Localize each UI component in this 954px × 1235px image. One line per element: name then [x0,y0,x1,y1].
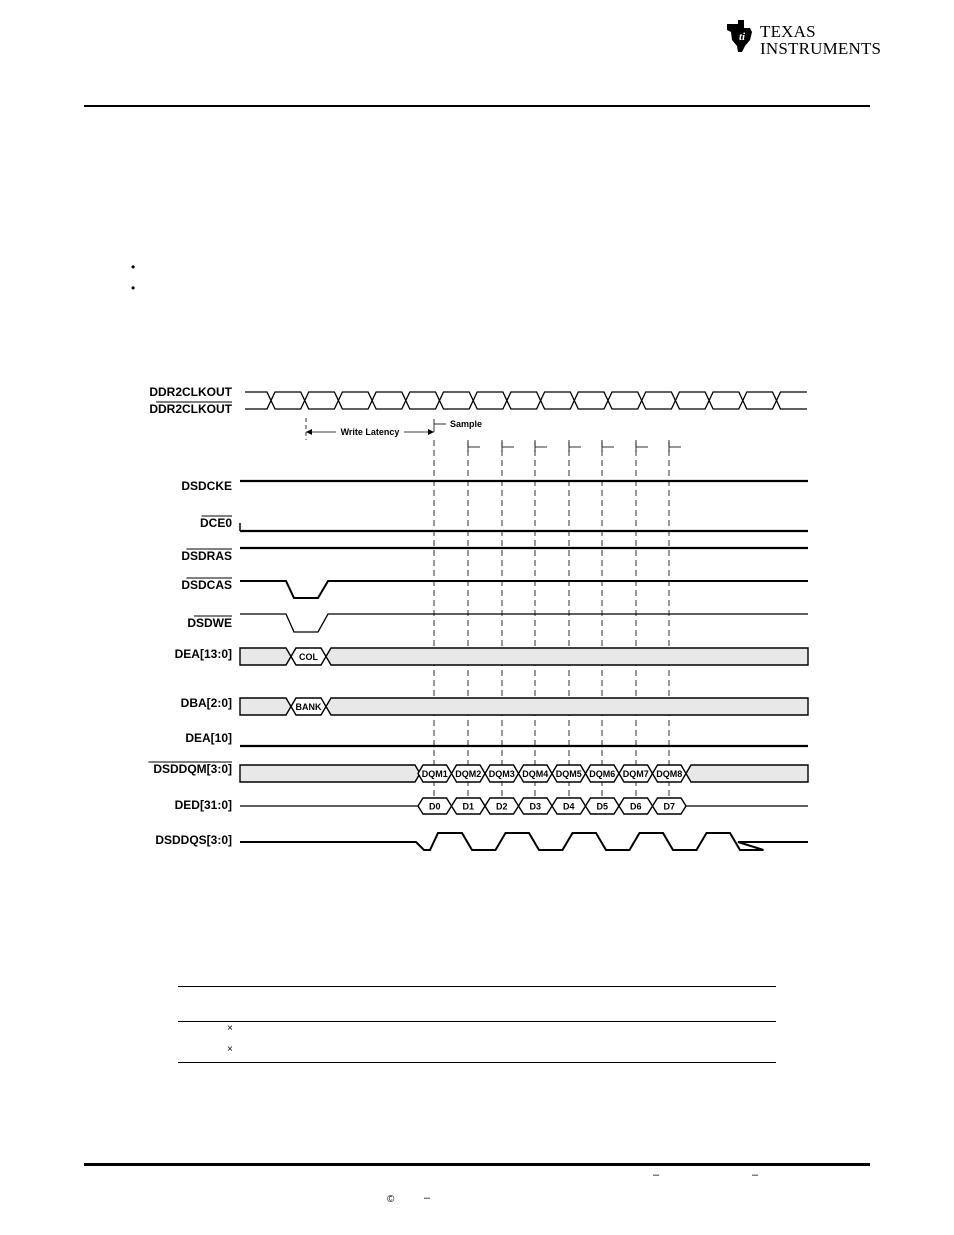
clock-waveform [245,392,807,409]
signal-label-0: DDR2CLKOUT [149,385,232,399]
dsddqm-label-8: DQM8 [656,769,683,779]
bus-waveforms [240,648,808,850]
clock-positive-trace [245,392,807,409]
signal-label-7: DEA[13:0] [174,647,232,661]
logo-line-1: TEXAS [760,22,816,41]
footer-dash-3: – [424,1192,431,1204]
signal-labels [148,385,232,847]
clock-negative-trace [245,392,807,409]
signal-label-3: DCE0 [199,516,232,530]
table-mark-2: × [227,1044,233,1055]
ti-logo [724,18,882,58]
dsddqm-label-3: DQM3 [488,769,515,779]
signal-label-12: DSDDQS[3:0] [155,833,232,847]
signal-label-10: DSDDQM[3:0] [153,762,232,776]
dsddqm-label-1: DQM1 [421,769,448,779]
dsddqm-label-5: DQM5 [555,769,582,779]
footer-dash-2: – [752,1169,759,1181]
latency-arrow-left-head [306,429,312,435]
dea13-seg-2 [326,648,808,665]
copyright-symbol: © [387,1194,395,1205]
ded-label-1: D1 [462,801,475,812]
dsddqm-label-7: DQM7 [622,769,649,779]
footer-rule [84,1163,870,1166]
table-rule-top [178,986,776,987]
waveform-dsdwe [240,614,808,632]
dba-label-1: BANK [295,702,322,712]
table-mark-1: × [227,1023,233,1034]
dsddqm-label-4: DQM4 [522,769,549,779]
bullet-1: • [131,260,136,274]
ded-label-0: D0 [428,801,441,812]
timing-annotations [306,419,681,452]
bullet-2: • [131,281,136,295]
signal-label-11: DED[31:0] [174,798,232,812]
dba-seg-0 [240,698,291,715]
ded-label-7: D7 [663,801,676,812]
signal-label-8: DBA[2:0] [180,696,232,710]
footer-dash-1: – [653,1169,660,1181]
svg-text:ti: ti [739,31,746,43]
ded-label-5: D5 [596,801,609,812]
logo-line-2: INSTRUMENTS [760,39,882,58]
ded-label-2: D2 [495,801,508,812]
latency-arrow-right-head [428,429,434,435]
dba-seg-2 [326,698,808,715]
ded-label-6: D6 [629,801,642,812]
logo-wordmark [760,24,881,58]
dsddqm-label-6: DQM6 [589,769,616,779]
ddr2-write-timing-diagram [130,370,820,860]
signal-label-9: DEA[10] [185,731,232,745]
dea13-label-1: COL [299,652,318,662]
signal-label-2: DSDCKE [181,479,232,493]
dsddqm-label-2: DQM2 [455,769,482,779]
waveform-dsddqs [240,833,808,850]
ded-label-4: D4 [562,801,575,812]
dea13-seg-0 [240,648,291,665]
signal-label-4: DSDRAS [181,549,232,563]
header-rule [84,105,870,107]
waveform-dsdcas [240,581,808,598]
ti-logo-icon [724,18,760,54]
ded-label-3: D3 [529,801,542,812]
signal-label-5: DSDCAS [181,578,232,592]
table-rule-mid [178,1021,776,1022]
signal-label-1: DDR2CLKOUT [149,402,232,416]
signal-label-6: DSDWE [187,616,232,630]
dsddqm-seg-0 [240,765,420,782]
sample-label: Sample [450,419,483,429]
dsddqm-seg-9 [686,765,808,782]
table-rule-bottom [178,1062,776,1063]
sample-guides [306,418,669,800]
write-latency-label: Write Latency [340,427,400,437]
